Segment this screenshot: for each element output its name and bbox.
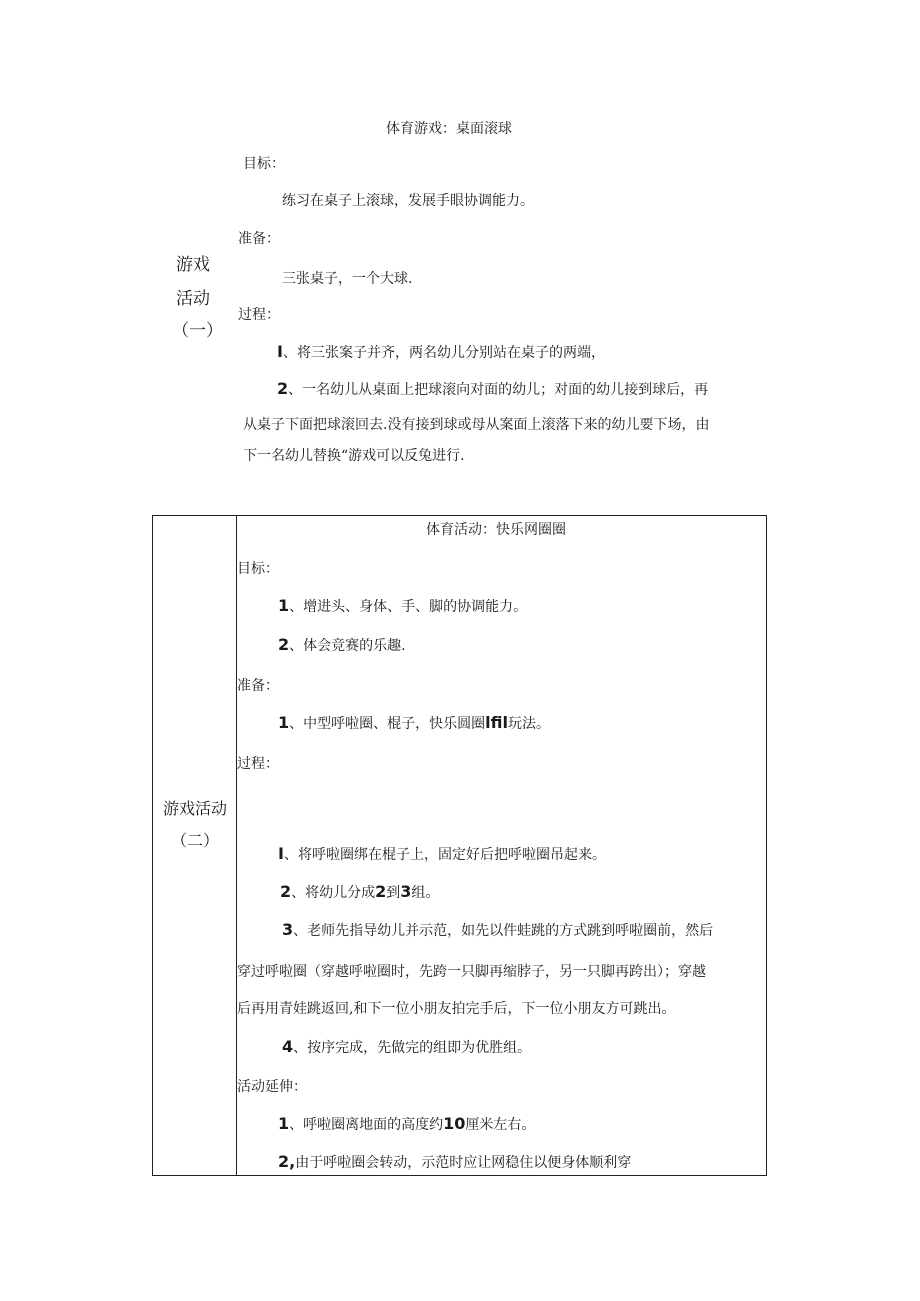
activity1-step2-line2: 从桌子下面把球滚回去.没有接到球或母从案面上滚落下来的幼儿要下场，由: [243, 417, 710, 433]
activity1-step1: [277, 342, 605, 362]
activity2-step2-number: 2: [280, 882, 292, 901]
activity1-goal-heading: 目标：: [243, 156, 285, 172]
activity2-step3-number: 3: [282, 920, 294, 939]
activity2-extension2-text: 由于呼啦圈会转动，示范时应让网稳住以便身体顺利穿: [295, 1155, 632, 1171]
activity2-step2-text-a: 、将幼儿分成: [291, 885, 376, 901]
activity2-prep-heading: 准备：: [237, 678, 279, 694]
activity2-prep1: [278, 713, 550, 733]
activity1-step1-text: 、将三张案子并齐，两名幼儿分别站在桌子的两端，: [282, 345, 605, 361]
activity2-step2-text-c: 组。: [411, 885, 440, 901]
activity2-prep1-number: 1: [278, 713, 290, 732]
activity2-goal-heading: 目标：: [237, 561, 279, 577]
activity2-step4: [282, 1037, 531, 1057]
activity2-label-line2: （二）: [170, 831, 219, 850]
activity2-goal2-text: 、体会竞赛的乐趣.: [289, 638, 406, 654]
activity2-extension1: [278, 1114, 535, 1134]
activity1-step1-number: I: [277, 342, 283, 361]
activity1-process-heading: 过程：: [238, 307, 280, 323]
activity2-extension1-text-a: 、呼啦圈离地面的高度约: [289, 1117, 444, 1133]
activity1-step2-number: 2: [277, 379, 289, 398]
activity2-step4-text: 、按序完成，先做完的组即为优胜组。: [293, 1040, 532, 1056]
activity1-label-line1: 游戏: [176, 255, 210, 275]
activity2-step2-n1: 2: [375, 882, 387, 901]
activity2-title: 体育活动：快乐网圈圈: [426, 522, 566, 538]
activity2-goal1: [278, 596, 527, 616]
activity2-goal1-number: 1: [278, 596, 290, 615]
activity2-extension2-number: 2,: [278, 1152, 296, 1171]
activity1-label-line3: （一）: [172, 321, 223, 341]
activity2-extension1-n: 10: [443, 1114, 466, 1133]
activity1-prep-text: 三张桌子，一个大球.: [282, 271, 413, 287]
activity2-step2-text-b: 到: [386, 885, 401, 901]
activity2-step3-line1: [282, 920, 713, 940]
activity2-step3-line3: 后再用青娃跳返回,和下一位小朋友拍完手后，下一位小朋友方可跳出。: [237, 1001, 676, 1017]
activity1-goal-text: 练习在桌子上滚球，发展手眼协调能力。: [282, 193, 534, 209]
activity2-step3-text-line1: 、老师先指导幼儿并示范，如先以件蛙跳的方式跳到呼啦圈前，然后: [293, 923, 714, 939]
activity2-goal2-number: 2: [278, 635, 290, 654]
activity2-step4-number: 4: [282, 1037, 294, 1056]
activity2-goal1-text: 、增进头、身体、手、脚的协调能力。: [289, 599, 528, 615]
activity2-step2: [280, 882, 439, 902]
activity1-prep-heading: 准备：: [238, 231, 280, 247]
activity2-step1: [278, 844, 606, 864]
activity2-step1-text: 、将呼啦圈绑在棍子上，固定好后把呼啦圈吊起来。: [283, 847, 606, 863]
activity2-extension1-number: 1: [278, 1114, 290, 1133]
activity2-extension-heading: 活动延伸：: [237, 1079, 307, 1095]
activity2-process-heading: 过程：: [237, 756, 279, 772]
activity1-label-line2: 活动: [176, 289, 210, 309]
activity2-label-line1: 游戏活动: [162, 799, 227, 818]
activity1-step2-text-line1: 、一名幼儿从桌面上把球滚向对面的幼儿；对面的幼儿接到球后，再: [288, 382, 709, 398]
activity2-extension2: [278, 1152, 631, 1172]
activity2-step2-n2: 3: [400, 882, 412, 901]
activity1-step2-line1: [277, 379, 708, 399]
activity2-step3-line2: 穿过呼啦圈（穿越呼啦圈时，先跨一只脚再缩脖子，另一只脚再跨出）；穿越: [237, 964, 706, 980]
activity2-step1-number: I: [278, 844, 284, 863]
activity2-prep1-text-b: 玩法。: [507, 716, 550, 732]
activity1-title: 体育游戏：桌面滚球: [386, 121, 512, 137]
activity2-extension1-text-b: 厘米左右。: [465, 1117, 536, 1133]
activity2-prep1-text-a: 、中型呼啦圈、棍子，快乐圆圈: [289, 716, 486, 732]
activity2-goal2: [278, 635, 406, 655]
activity2-prep1-bold: lfil: [485, 713, 508, 732]
activity1-step2-line3: 下一名幼儿替换“游戏可以反兔进行.: [243, 448, 465, 464]
